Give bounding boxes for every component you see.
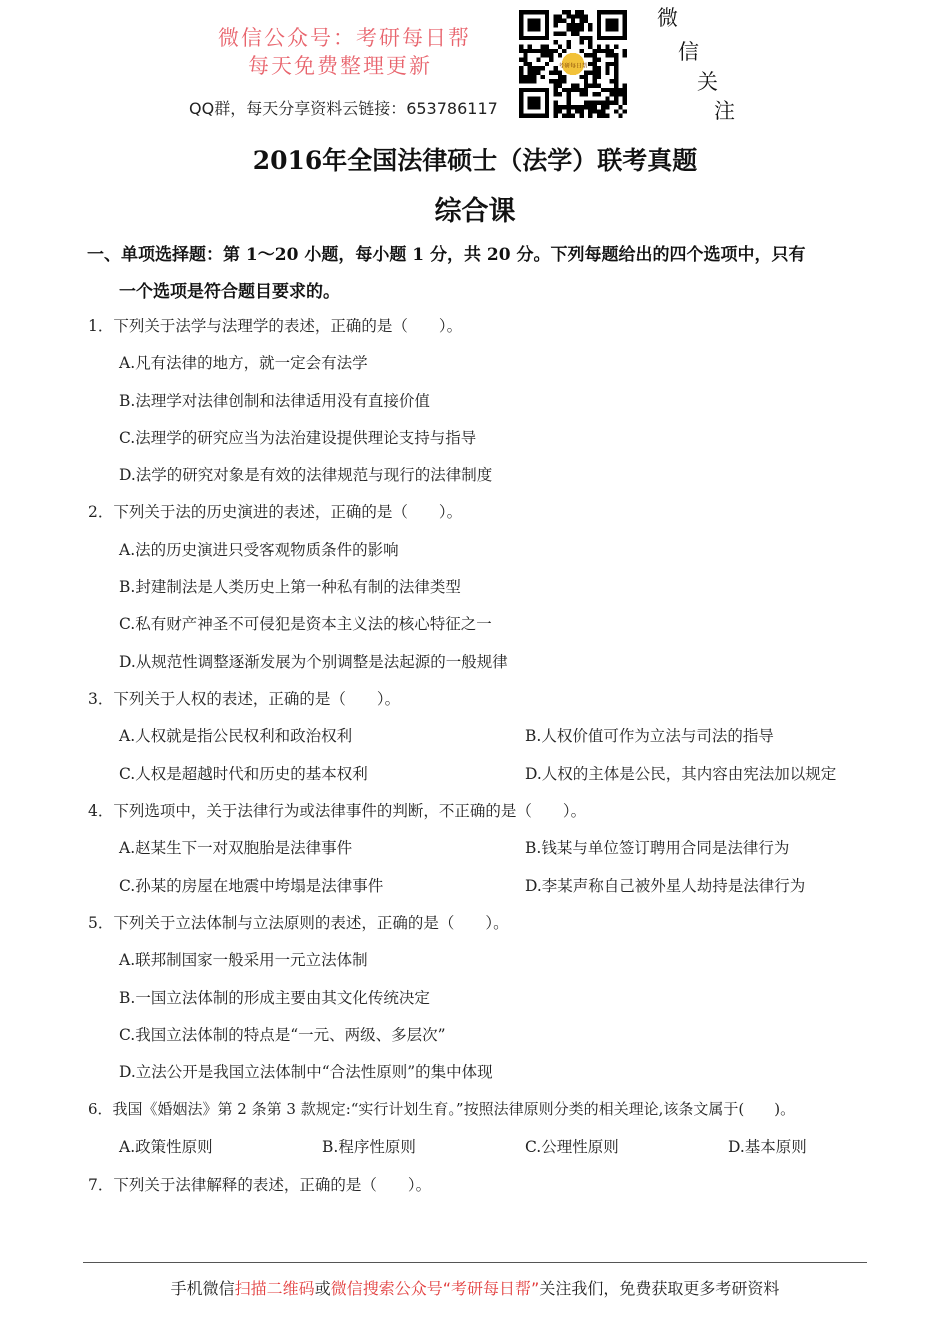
question-2: 2．下列关于法的历史演进的表述，正确的是（ ）。 <box>88 503 463 521</box>
question-1: 1．下列关于法学与法理学的表述，正确的是（ ）。 <box>88 317 463 335</box>
q6-option-c: C.公理性原则 <box>525 1138 619 1156</box>
q2-option-c: C.私有财产神圣不可侵犯是资本主义法的核心特征之一 <box>119 615 492 633</box>
q2-option-d: D.从规范性调整逐渐发展为个别调整是法起源的一般规律 <box>119 653 508 671</box>
q3-option-b: B.人权价值可作为立法与司法的指导 <box>525 727 774 745</box>
q5-option-b: B.一国立法体制的形成主要由其文化传统决定 <box>119 989 430 1007</box>
q4-option-a: A.赵某生下一对双胞胎是法律事件 <box>119 839 353 857</box>
vertical-char-4: 注 <box>714 99 735 123</box>
q5-option-c: C.我国立法体制的特点是“一元、两级、多层次” <box>119 1026 446 1044</box>
watermark-line-1: 微信公众号：考研每日帮 <box>218 26 471 50</box>
q6-option-b: B.程序性原则 <box>322 1138 416 1156</box>
q1-option-c: C.法理学的研究应当为法治建设提供理论支持与指导 <box>119 429 477 447</box>
watermark-line-2: 每天免费整理更新 <box>248 54 432 78</box>
q3-option-c: C.人权是超越时代和历史的基本权利 <box>119 765 368 783</box>
q5-option-a: A.联邦制国家一般采用一元立法体制 <box>119 951 368 969</box>
q2-option-b: B.封建制法是人类历史上第一种私有制的法律类型 <box>119 578 461 596</box>
q4-option-d: D.李某声称自己被外星人劫持是法律行为 <box>525 877 806 895</box>
page-title: 2016年全国法律硕士（法学）联考真题 <box>252 146 698 175</box>
footer-text-3: 或 <box>314 1279 331 1298</box>
footer-note <box>0 1276 950 1299</box>
q5-option-d: D.立法公开是我国立法体制中“合法性原则”的集中体现 <box>119 1063 493 1081</box>
q2-option-a: A.法的历史演进只受客观物质条件的影响 <box>119 541 399 559</box>
question-6: 6．我国《婚姻法》第 2 条第 3 款规定:“实行计划生育。”按照法律原则分类的相关理论,该条文属于( )。 <box>88 1100 796 1118</box>
qr-badge-text: 考研每日帮 <box>558 63 588 70</box>
q6-option-a: A.政策性原则 <box>119 1138 213 1156</box>
footer-text-5: “考研每日帮” <box>442 1279 540 1298</box>
question-7: 7．下列关于法律解释的表述，正确的是（ ）。 <box>88 1176 432 1194</box>
question-3: 3．下列关于人权的表述，正确的是（ ）。 <box>88 690 401 708</box>
page-subtitle: 综合课 <box>434 196 516 227</box>
footer-text-2: 扫描二维码 <box>234 1279 315 1298</box>
question-4: 4．下列选项中，关于法律行为或法律事件的判断，不正确的是（ ）。 <box>88 802 587 820</box>
q4-option-b: B.钱某与单位签订聘用合同是法律行为 <box>525 839 790 857</box>
q6-option-d: D.基本原则 <box>728 1138 807 1156</box>
vertical-char-2: 信 <box>678 40 699 64</box>
q1-option-a: A.凡有法律的地方，就一定会有法学 <box>119 354 368 372</box>
footer-divider <box>83 1262 867 1263</box>
section-heading-line-2: 一个选项是符合题目要求的。 <box>119 282 340 302</box>
q1-option-b: B.法理学对法律创制和法律适用没有直接价值 <box>119 392 430 410</box>
q3-option-d: D.人权的主体是公民，其内容由宪法加以规定 <box>525 765 837 783</box>
footer-text-1: 手机微信 <box>170 1279 235 1298</box>
qq-group-line: QQ群，每天分享资料云链接：653786117 <box>189 99 498 118</box>
vertical-char-1: 微 <box>657 6 678 30</box>
q4-option-c: C.孙某的房屋在地震中垮塌是法律事件 <box>119 877 384 895</box>
section-heading-line-1: 一、单项选择题：第 1～20 小题，每小题 1 分，共 20 分。下列每题给出的四个选项中，只有 <box>87 245 806 265</box>
vertical-char-3: 关 <box>697 70 718 94</box>
question-5: 5．下列关于立法体制与立法原则的表述，正确的是（ ）。 <box>88 914 509 932</box>
footer-text-4: 微信搜索公众号 <box>330 1279 443 1298</box>
q3-option-a: A.人权就是指公民权利和政治权利 <box>119 727 353 745</box>
qr-code-icon <box>519 10 627 118</box>
footer-text-6: 关注我们，免费获取更多考研资料 <box>539 1279 780 1298</box>
q1-option-d: D.法学的研究对象是有效的法律规范与现行的法律制度 <box>119 466 493 484</box>
